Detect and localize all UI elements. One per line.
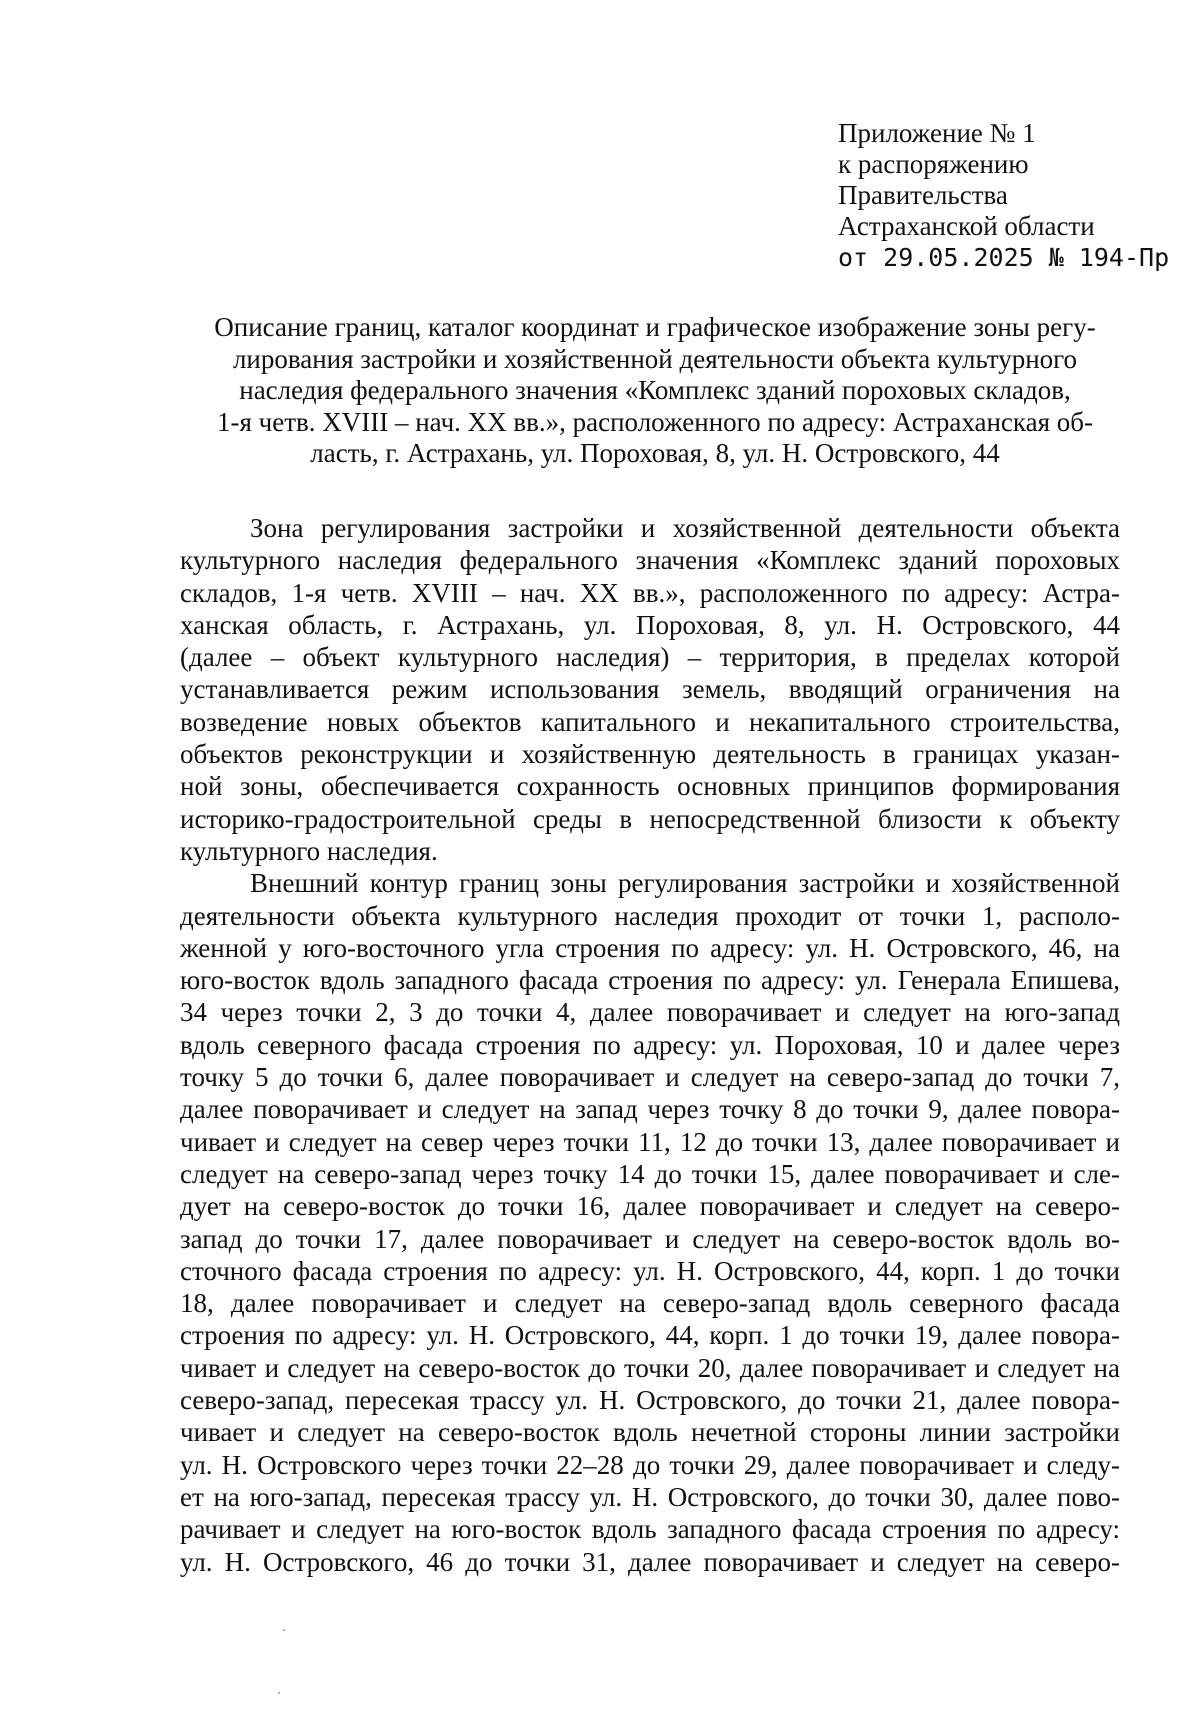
paragraph-line: культурного наследия федерального значения «Комплекс зданий пороховых [180, 545, 1120, 576]
paragraph-line: чивает и следует на север через точки 11, 12 до точки 13, далее поворачивает и [180, 1126, 1120, 1157]
paragraph-outer-contour [180, 867, 1120, 1578]
title-line: ласть, г. Астрахань, ул. Пороховая, 8, ул. Н. Островского, 44 [310, 438, 1000, 468]
paragraph-line: строения по адресу: ул. Н. Островского, 44, корп. 1 до точки 19, далее повора- [180, 1320, 1120, 1351]
paragraph-line: следует на северо-запад через точку 14 до точки 15, далее поворачивает и сле- [180, 1158, 1120, 1189]
paragraph-line: деятельности объекта культурного наследия проходит от точки 1, располо- [180, 900, 1120, 931]
appendix-number: Приложение № 1 [838, 118, 1036, 148]
paragraph-line: ет на юго-запад, пересекая трассу ул. Н. Островского, до точки 30, далее пово- [180, 1481, 1120, 1512]
appendix-date-number: от 29.05.2025 № 194-Пр [838, 243, 1170, 272]
scan-speck [278, 1692, 280, 1694]
paragraph-line: рачивает и следует на юго-восток вдоль западного фасада строения по адресу: [180, 1514, 1120, 1545]
paragraph-line: ной зоны, обеспечивается сохранность основных принципов формирования [180, 771, 1120, 802]
paragraph-line: точку 5 до точки 6, далее поворачивает и следует на северо-запад до точки 7, [180, 1062, 1120, 1093]
paragraph-line: (далее – объект культурного наследия) – территория, в пределах которой [180, 642, 1120, 673]
paragraph-zone-definition [180, 512, 1120, 867]
title-line: 1-я четв. XVIII – нач. XX вв.», расположенного по адресу: Астраханская об- [216, 406, 1094, 437]
document-body [180, 512, 1120, 1578]
appendix-header [838, 118, 1178, 273]
paragraph-line: чивает и следует на северо-восток до точки 20, далее поворачивает и следует на [180, 1352, 1120, 1383]
paragraph-line: культурного наследия. [180, 835, 438, 866]
paragraph-line: историко-градостроительной среды в непосредственной близости к объекту [180, 803, 1120, 834]
paragraph-line: устанавливается режим использования земель, вводящий ограничения на [180, 674, 1120, 705]
scan-speck [283, 1629, 285, 1631]
paragraph-line: ул. Н. Островского, 46 до точки 31, далее поворачивает и следует на северо- [180, 1546, 1120, 1577]
paragraph-line: Внешний контур границ зоны регулирования застройки и хозяйственной [250, 868, 1120, 899]
paragraph-line: возведение новых объектов капитального и некапитального строительства, [180, 706, 1120, 737]
paragraph-line: северо-запад, пересекая трассу ул. Н. Островского, до точки 21, далее повора- [180, 1385, 1120, 1416]
paragraph-line: сточного фасада строения по адресу: ул. Н. Островского, 44, корп. 1 до точки [180, 1255, 1120, 1286]
paragraph-line: 18, далее поворачивает и следует на северо-запад вдоль северного фасада [180, 1288, 1120, 1319]
paragraph-line: далее поворачивает и следует на запад через точку 8 до точки 9, далее повора- [180, 1094, 1120, 1125]
title-line: наследия федерального значения «Комплекс зданий пороховых складов, [239, 375, 1071, 405]
paragraph-line: юго-восток вдоль западного фасада строения по адресу: ул. Генерала Епишева, [180, 965, 1120, 996]
paragraph-line: ул. Н. Островского через точки 22–28 до точки 29, далее поворачивает и следу- [180, 1449, 1120, 1480]
paragraph-line: складов, 1-я четв. XVIII – нач. XX вв.», расположенного по адресу: Астра- [180, 577, 1120, 608]
paragraph-line: Зона регулирования застройки и хозяйственной деятельности объекта [250, 513, 1120, 543]
appendix-region: Астраханской области [838, 211, 1095, 241]
title-line: Описание границ, каталог координат и графическое изображение зоны регу- [214, 312, 1096, 342]
appendix-government: Правительства [838, 180, 1008, 210]
paragraph-line: дует на северо-восток до точки 16, далее поворачивает и следует на северо- [180, 1191, 1120, 1222]
title-line: лирования застройки и хозяйственной деятельности объекта культурного [232, 343, 1078, 374]
paragraph-line: вдоль северного фасада строения по адресу: ул. Пороховая, 10 и далее через [180, 1029, 1120, 1060]
paragraph-line: женной у юго-восточного угла строения по адресу: ул. Н. Островского, 46, на [180, 932, 1120, 963]
paragraph-line: объектов реконструкции и хозяйственную деятельность в границах указан- [180, 739, 1120, 770]
appendix-order-ref: к распоряжению [838, 149, 1029, 179]
document-title [180, 312, 1130, 470]
paragraph-line: чивает и следует на северо-восток вдоль нечетной стороны линии застройки [180, 1417, 1120, 1448]
paragraph-line: ханская область, г. Астрахань, ул. Пороховая, 8, ул. Н. Островского, 44 [180, 609, 1120, 640]
paragraph-line: запад до точки 17, далее поворачивает и следует на северо-восток вдоль во- [180, 1223, 1120, 1254]
paragraph-line: 34 через точки 2, 3 до точки 4, далее поворачивает и следует на юго-запад [180, 997, 1120, 1028]
